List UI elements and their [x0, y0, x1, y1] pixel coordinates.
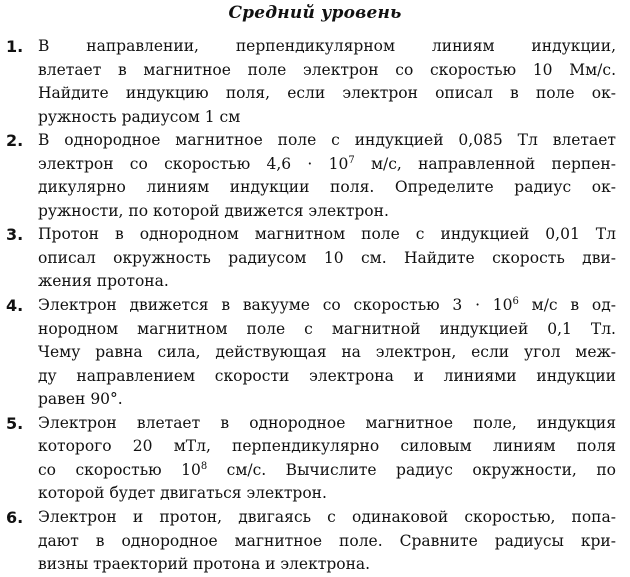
problem-text-line: [38, 506, 616, 529]
problem-item: [0, 129, 630, 223]
problem-number: 4.: [6, 296, 24, 316]
text-segment: Протон в однородном магнитном поле с индукцией 0,01 Тл: [38, 225, 616, 244]
problem-number: 2.: [6, 131, 24, 151]
problem-text-line: [38, 341, 616, 364]
problem-number: 5.: [6, 413, 24, 433]
text-segment: В направлении, перпендикулярном линиям индукции,: [38, 37, 616, 55]
problem-text-line: [38, 553, 616, 576]
text-segment: ружность радиусом 1 см: [38, 107, 241, 126]
problem-text-line: [38, 435, 616, 458]
text-segment: равен 90°.: [38, 390, 123, 409]
text-segment: дают в однородное магнитное поле. Сравните радиусы кри-: [38, 531, 616, 550]
problem-number: 1.: [6, 37, 24, 56]
text-segment: м/с, направленной перпен-: [354, 154, 616, 173]
text-segment: нородном магнитном поле с магнитной индукцией 0,1 Тл.: [38, 319, 616, 338]
problem-item: [0, 35, 630, 129]
problem-text-line: [38, 482, 616, 505]
problem-item: [0, 223, 630, 294]
exponent: 7: [348, 154, 355, 166]
text-segment: электрон со скоростью 4,6 · 10: [38, 154, 349, 173]
problem-text-line: [38, 365, 616, 388]
problem-text-line: [38, 223, 616, 246]
problem-text-line: [38, 459, 616, 482]
problem-text-line: [38, 200, 616, 223]
problem-item: [0, 294, 630, 412]
problem-number: 6.: [6, 508, 24, 527]
problem-text-line: [38, 412, 616, 435]
problem-text-line: [38, 294, 616, 317]
text-segment: Электрон движется в вакууме со скоростью 3 · 10: [38, 296, 513, 315]
problem-text-line: [38, 176, 616, 199]
text-segment: которого 20 мТл, перпендикулярно силовым линиям поля: [38, 437, 616, 456]
problem-text-line: [38, 82, 616, 105]
problem-text-line: [38, 530, 616, 553]
problem-text-line: [38, 129, 616, 152]
text-segment: со скоростью 10: [38, 460, 201, 479]
text-segment: Найдите индукцию поля, если электрон описал в поле ок-: [38, 84, 616, 103]
text-segment: Электрон и протон, двигаясь с одинаковой скоростью, попа-: [38, 508, 616, 526]
text-segment: визны траекторий протона и электрона.: [38, 555, 371, 574]
text-segment: Чему равна сила, действующая на электрон, если угол меж-: [38, 343, 616, 362]
problem-text-line: [38, 318, 616, 341]
problem-text-line: [38, 388, 616, 411]
text-segment: см/с. Вычислите радиус окружности, по: [207, 460, 616, 479]
section-heading: Средний уровень: [228, 3, 402, 23]
text-segment: В однородное магнитное поле с индукцией 0,085 Тл влетает: [38, 131, 616, 150]
problem-text-line: [38, 59, 616, 82]
exponent: 8: [200, 460, 208, 472]
text-segment: жения протона.: [38, 272, 169, 291]
problem-number: 3.: [6, 225, 24, 245]
text-segment: ду направлением скорости электрона и линиями индукции: [38, 366, 616, 385]
text-segment: м/с в од-: [518, 296, 616, 315]
problem-item: [0, 412, 630, 506]
problem-text-line: [38, 106, 616, 129]
exponent: 6: [512, 296, 519, 308]
text-segment: которой будет двигаться электрон.: [38, 484, 327, 503]
text-segment: Электрон влетает в однородное магнитное поле, индукция: [38, 413, 616, 432]
text-segment: описал окружность радиусом 10 см. Найдите скорость дви-: [38, 248, 616, 267]
text-segment: влетает в магнитное поле электрон со скоростью 10 Мм/с.: [38, 60, 616, 79]
problem-text-line: [38, 153, 616, 176]
problem-text-line: [38, 35, 616, 58]
problem-text-line: [38, 270, 616, 293]
problem-text-line: [38, 247, 616, 270]
text-segment: дикулярно линиям индукции поля. Определите радиус ок-: [38, 178, 616, 197]
text-segment: ружности, по которой движется электрон.: [38, 201, 389, 220]
problem-item: [0, 506, 630, 577]
